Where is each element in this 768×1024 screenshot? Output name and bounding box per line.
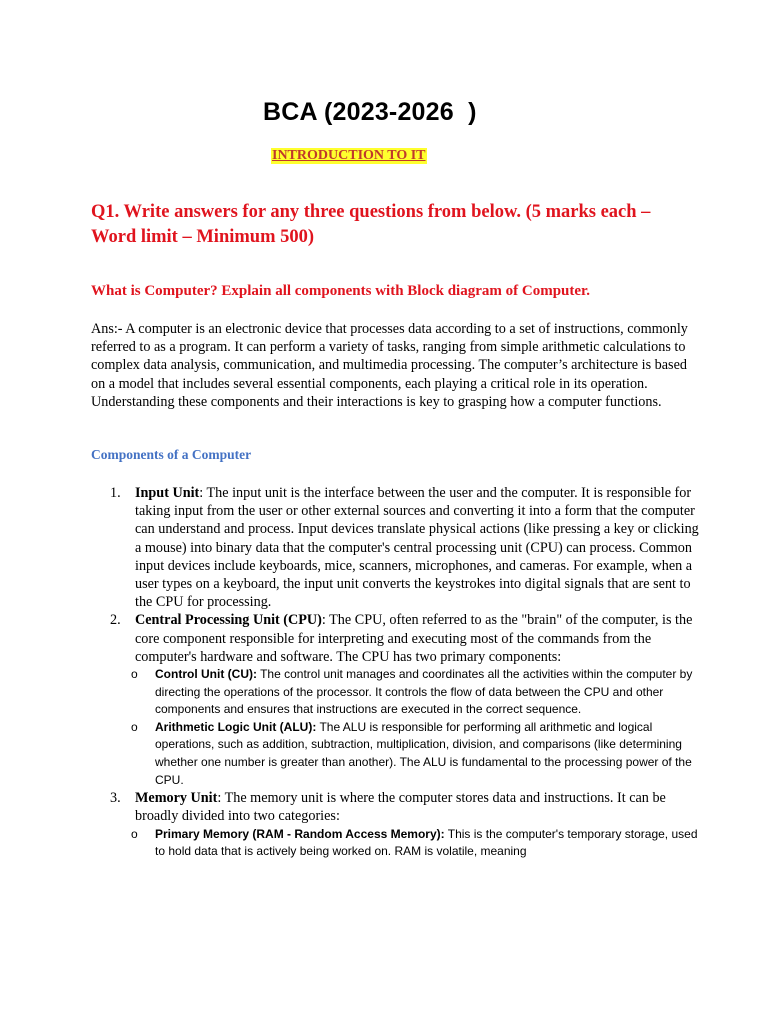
- list-item-memory-unit: [110, 789, 700, 825]
- sublist-text: The ALU is responsible for performing all arithmetic and logical operations, such as addition, subtraction, multiplication, division, and comparisons (like determining whether one number is greater than another). The ALU is fundamental to the processing power of the CPU.: [155, 719, 692, 787]
- list-text: : The memory unit is where the computer stores data and instructions. It can be broadly divided into two categories:: [135, 790, 666, 825]
- answer-paragraph: Ans:- A computer is an electronic device that processes data according to a set of instructions, commonly referred to as a program. It can perform a variety of tasks, ranging from simple arithmetic calculations to complex data analysis, communication, and multimedia processing. The computer’s architecture is based on a model that includes several essential components, each playing a critical role in its operation. Understanding these components and their interactions is key to grasping how a computer functions.: [91, 321, 688, 410]
- list-number: 1.: [110, 485, 121, 501]
- list-item-body: [135, 789, 700, 825]
- list-term: Central Processing Unit (CPU): [135, 612, 322, 629]
- section-heading: Components of a Computer: [91, 447, 252, 462]
- sublist-term: Control Unit (CU):: [155, 667, 257, 682]
- sublist-text: This is the computer's temporary storage, used to hold data that is actively being worked on. RAM is volatile, meaning: [155, 826, 698, 859]
- list-item-body: [135, 611, 700, 666]
- list-term: Input Unit: [135, 485, 200, 501]
- question-text: What is Computer? Explain all components with Block diagram of Computer.: [91, 283, 591, 299]
- list-number: 2.: [110, 612, 121, 629]
- course-subtitle: INTRODUCTION TO IT: [272, 148, 426, 163]
- components-list: [110, 484, 700, 861]
- list-text: : The input unit is the interface between the user and the computer. It is responsible for taking input from the user or other external sources and converting it into a form that the computer can understand and process. Input devices translate physical actions (like pressing a key or clicking a mouse) into binary data that the computer's central processing unit (CPU) can process. Common input devices include keyboards, mice, scanners, microphones, and cameras. For example, when a user types on a keyboard, the input unit converts the keystrokes into digital signals that are sent to the CPU for processing.: [135, 485, 699, 611]
- list-term: Memory Unit: [135, 790, 218, 807]
- list-item-body: [135, 484, 700, 611]
- list-item-cpu: [110, 611, 700, 666]
- sublist-item-alu: [131, 719, 700, 789]
- hollow-bullet-icon: o: [131, 667, 138, 682]
- list-text: : The CPU, often referred to as the "brain" of the computer, is the core component responsible for interpreting and executing most of the commands from the computer's hardware and software. The CPU has two primary components:: [135, 612, 693, 665]
- list-item-input-unit: [110, 484, 700, 611]
- sublist-term: Arithmetic Logic Unit (ALU):: [155, 719, 317, 734]
- list-number: 3.: [110, 790, 121, 807]
- sublist-item-primary-memory: [131, 826, 700, 861]
- question-heading: Q1. Write answers for any three questions from below. (5 marks each – Word limit – Minimum 500): [91, 202, 651, 247]
- sublist-term: Primary Memory (RAM - Random Access Memory):: [155, 826, 445, 841]
- document-title: BCA (2023-2026 ): [263, 98, 477, 126]
- sublist-text: The control unit manages and coordinates all the activities within the computer by directing the operations of the processor. It controls the flow of data between the CPU and other components and ensures that instructions are executed in the correct sequence.: [155, 667, 693, 717]
- hollow-bullet-icon: o: [131, 719, 138, 734]
- sublist-item-control-unit: [131, 666, 700, 719]
- hollow-bullet-icon: o: [131, 826, 138, 841]
